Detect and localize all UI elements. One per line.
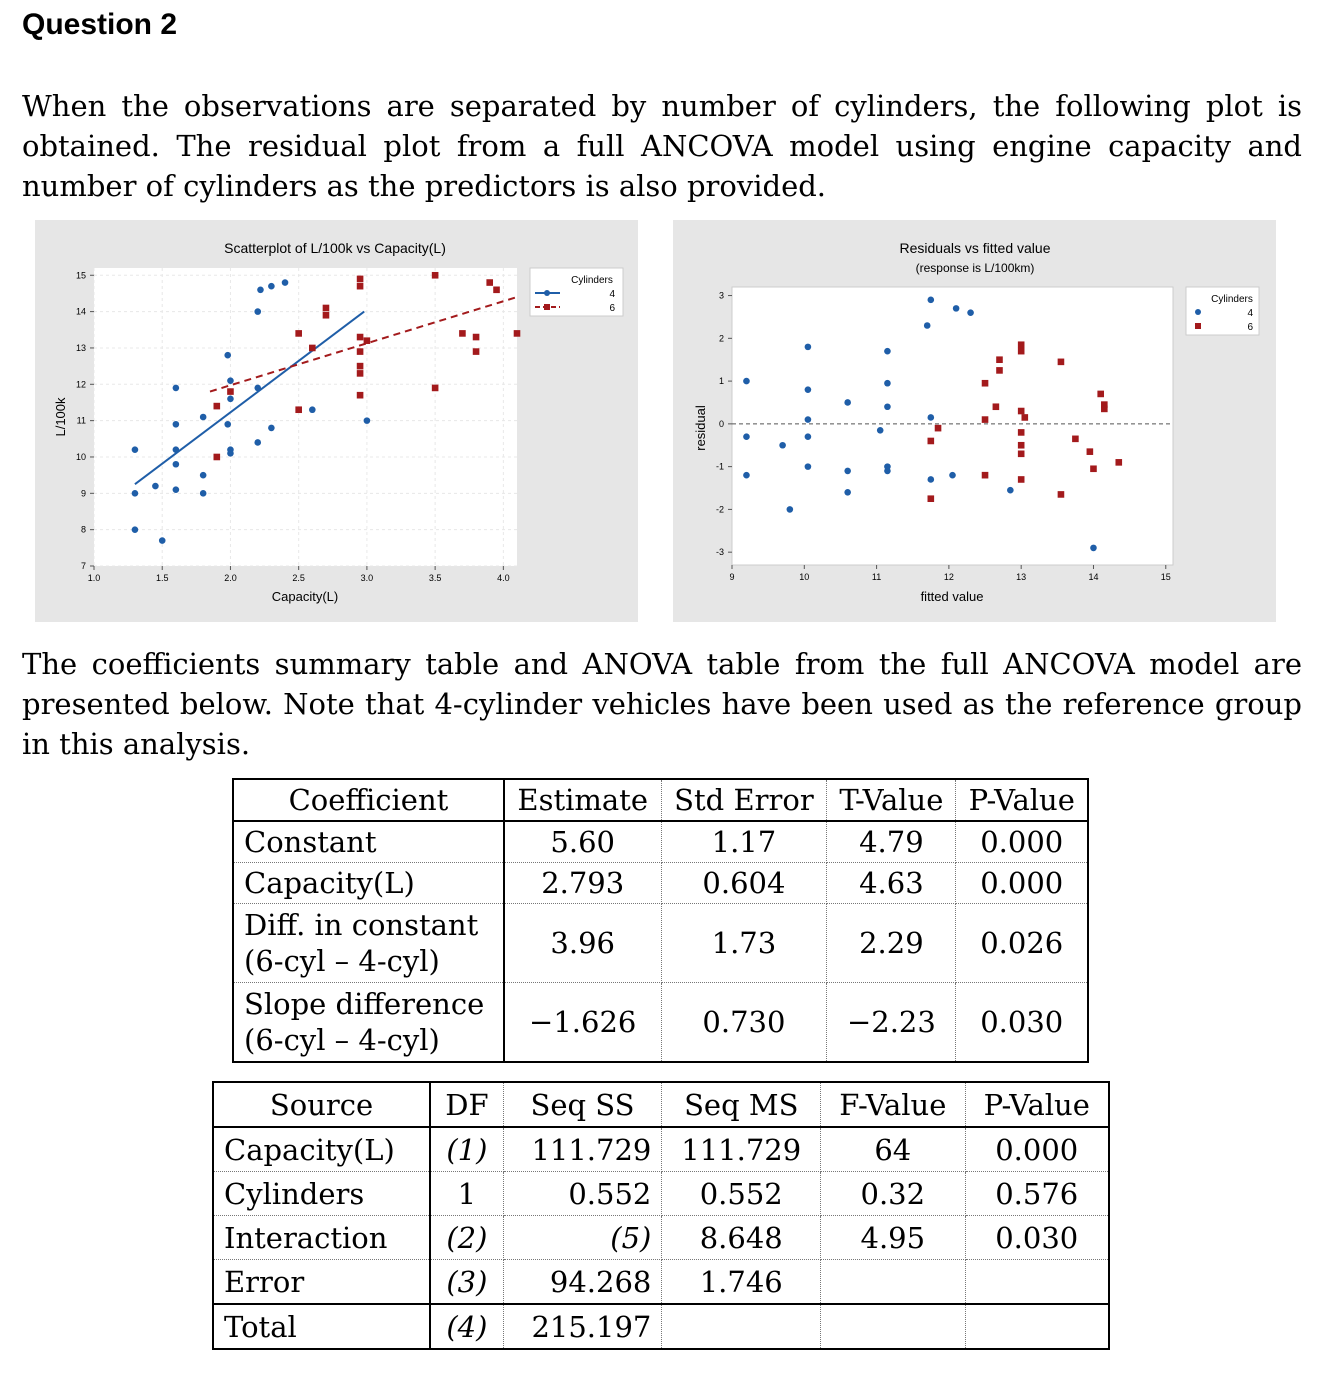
point-4-cyl xyxy=(282,279,289,286)
anova-row-capacity xyxy=(213,1127,1109,1172)
point-6-cyl xyxy=(227,388,234,395)
point-6-cyl xyxy=(996,367,1003,374)
y-tick-label: 10 xyxy=(75,451,86,462)
point-6-cyl xyxy=(1097,391,1104,398)
coef-p: 0.000 xyxy=(956,821,1088,863)
anova-f: 64 xyxy=(821,1127,965,1172)
anova-f xyxy=(821,1304,965,1349)
point-4-cyl xyxy=(805,433,812,440)
point-4-cyl xyxy=(254,439,261,446)
anova-df: 1 xyxy=(430,1172,503,1216)
anova-header-ms: Seq MS xyxy=(662,1082,821,1127)
point-6-cyl xyxy=(493,287,500,294)
point-6-cyl xyxy=(357,363,364,370)
chart1-title: Scatterplot of L/100k vs Capacity(L) xyxy=(224,240,446,256)
coef-se: 0.730 xyxy=(661,983,827,1063)
y-tick-label: 14 xyxy=(75,306,86,317)
chart2-legend-title: Cylinders xyxy=(1211,294,1253,305)
point-4-cyl xyxy=(224,352,231,359)
point-6-cyl xyxy=(357,370,364,377)
point-6-cyl xyxy=(993,403,1000,410)
point-4-cyl xyxy=(928,414,935,421)
point-6-cyl xyxy=(1018,348,1025,355)
point-4-cyl xyxy=(132,446,139,453)
point-6-cyl xyxy=(323,312,330,319)
x-tick-label: 4.0 xyxy=(497,573,510,583)
y-tick-label: 0 xyxy=(718,418,724,429)
anova-ms xyxy=(662,1304,821,1349)
point-4-cyl xyxy=(173,446,180,453)
coef-header-estimate: Estimate xyxy=(504,779,661,821)
anova-f xyxy=(821,1260,965,1305)
chart2-xlabel: fitted value xyxy=(920,589,984,604)
coef-name xyxy=(233,904,504,983)
point-6-cyl xyxy=(928,438,935,445)
coef-name-line1: Slope difference xyxy=(244,987,485,1021)
anova-source: Interaction xyxy=(213,1216,430,1260)
anova-row-error xyxy=(213,1260,1109,1305)
anova-table xyxy=(212,1081,1110,1350)
coef-row-diff-constant xyxy=(233,904,1088,983)
point-6-cyl xyxy=(1090,465,1097,472)
point-4-cyl xyxy=(805,344,812,351)
anova-ss: 94.268 xyxy=(503,1260,662,1305)
y-tick-label: 12 xyxy=(75,379,86,390)
point-6-cyl xyxy=(1058,491,1065,498)
anova-p: 0.030 xyxy=(965,1216,1109,1260)
scatterplot-chart xyxy=(35,220,638,622)
point-4-cyl xyxy=(779,442,786,449)
y-tick-label: 15 xyxy=(75,270,86,281)
point-6-cyl xyxy=(1072,436,1079,443)
point-6-cyl xyxy=(1018,442,1025,449)
coef-name xyxy=(233,983,504,1063)
point-4-cyl xyxy=(200,414,207,421)
point-4-cyl xyxy=(173,385,180,392)
anova-header-p: P-Value xyxy=(965,1082,1109,1127)
point-4-cyl xyxy=(1007,487,1014,494)
point-4-cyl xyxy=(805,416,812,423)
coefficients-table xyxy=(232,778,1089,1063)
x-tick-label: 2.5 xyxy=(292,573,305,583)
y-tick-label: -3 xyxy=(715,547,724,558)
anova-header-row xyxy=(213,1082,1109,1127)
point-4-cyl xyxy=(805,463,812,470)
chart2-legend xyxy=(1186,287,1259,335)
coef-name-line2: (6-cyl – 4-cyl) xyxy=(244,944,440,978)
anova-df: (1) xyxy=(430,1127,503,1172)
x-tick-label: 1.0 xyxy=(87,573,101,583)
point-4-cyl xyxy=(132,526,139,533)
point-4-cyl xyxy=(227,450,234,457)
point-4-cyl xyxy=(949,472,956,479)
point-6-cyl xyxy=(928,495,935,502)
anova-ms: 8.648 xyxy=(662,1216,821,1260)
mid-paragraph: The coefficients summary table and ANOVA table from the full ANCOVA model are presented below. Note that 4-cylinder vehicles have been used as the reference group in this analysis. xyxy=(22,647,1302,761)
point-4-cyl xyxy=(844,399,851,406)
chart1-legend-4: 4 xyxy=(609,289,615,300)
point-6-cyl xyxy=(357,283,364,290)
anova-ss: 215.197 xyxy=(503,1304,662,1349)
point-6-cyl xyxy=(935,425,942,432)
coef-name-line1: Diff. in constant xyxy=(244,908,479,942)
y-tick-label: -2 xyxy=(715,504,724,515)
point-4-cyl xyxy=(268,283,275,290)
chart1-legend-title: Cylinders xyxy=(571,275,613,286)
anova-header-df: DF xyxy=(430,1082,503,1127)
point-4-cyl xyxy=(884,380,891,387)
anova-ss: (5) xyxy=(503,1216,662,1260)
coef-t: −2.23 xyxy=(827,983,956,1063)
anova-row-cylinders xyxy=(213,1172,1109,1216)
point-6-cyl xyxy=(214,454,221,461)
point-6-cyl xyxy=(1115,459,1122,466)
point-4-cyl xyxy=(924,322,931,329)
x-tick-label: 2.0 xyxy=(224,573,237,583)
chart2-ylabel: residual xyxy=(693,405,708,451)
anova-p: 0.000 xyxy=(965,1127,1109,1172)
intro-paragraph: When the observations are separated by number of cylinders, the following plot is obtained. The residual plot from a full ANCOVA model using engine capacity and number of cylinders as the predictors is also provided. xyxy=(22,89,1302,203)
point-4-cyl xyxy=(787,506,794,513)
scatterplot-panel xyxy=(35,220,638,622)
point-6-cyl xyxy=(1018,429,1025,436)
point-6-cyl xyxy=(982,380,989,387)
y-tick-label: -1 xyxy=(715,461,724,472)
point-6-cyl xyxy=(432,272,439,279)
question-heading: Question 2 xyxy=(22,8,178,41)
point-4-cyl xyxy=(268,425,275,432)
point-6-cyl xyxy=(357,392,364,399)
point-4-cyl xyxy=(132,490,139,497)
residual-plot-panel xyxy=(673,220,1276,622)
x-tick-label: 10 xyxy=(799,572,810,582)
point-6-cyl xyxy=(1058,359,1065,366)
point-4-cyl xyxy=(884,348,891,355)
coef-se: 1.17 xyxy=(661,821,827,863)
point-4-cyl xyxy=(928,297,935,304)
coef-t: 4.79 xyxy=(827,821,956,863)
point-4-cyl xyxy=(805,386,812,393)
coef-p: 0.030 xyxy=(956,983,1088,1063)
anova-p: 0.576 xyxy=(965,1172,1109,1216)
point-6-cyl xyxy=(1018,476,1025,483)
coef-estimate: 5.60 xyxy=(504,821,661,863)
point-4-cyl xyxy=(884,468,891,475)
chart2-legend-6: 6 xyxy=(1247,322,1253,333)
point-4-cyl xyxy=(200,472,207,479)
y-tick-label: 9 xyxy=(80,488,86,499)
x-tick-label: 15 xyxy=(1160,572,1171,582)
y-tick-label: 11 xyxy=(76,415,86,426)
chart2-legend-4: 4 xyxy=(1247,308,1253,319)
coef-header-t: T-Value xyxy=(827,779,956,821)
coef-t: 4.63 xyxy=(827,863,956,904)
anova-ss: 0.552 xyxy=(503,1172,662,1216)
coef-estimate: −1.626 xyxy=(504,983,661,1063)
point-6-cyl xyxy=(1021,414,1028,421)
x-tick-label: 12 xyxy=(943,572,954,582)
point-4-cyl xyxy=(309,406,316,413)
point-6-cyl xyxy=(982,472,989,479)
anova-ms: 0.552 xyxy=(662,1172,821,1216)
chart1-xlabel: Capacity(L) xyxy=(271,589,339,604)
point-4-cyl xyxy=(254,308,261,315)
coef-name-line2: (6-cyl – 4-cyl) xyxy=(244,1023,440,1057)
x-tick-label: 14 xyxy=(1088,572,1099,582)
anova-f: 4.95 xyxy=(821,1216,965,1260)
coef-name: Capacity(L) xyxy=(233,863,504,904)
chart1-ylabel: L/100k xyxy=(53,397,68,437)
y-tick-label: 2 xyxy=(718,333,724,344)
chart1-legend xyxy=(530,268,623,316)
point-6-cyl xyxy=(295,406,302,413)
point-6-cyl xyxy=(323,305,330,312)
anova-source: Capacity(L) xyxy=(213,1127,430,1172)
point-4-cyl xyxy=(173,461,180,468)
point-4-cyl xyxy=(227,377,234,384)
point-6-cyl xyxy=(432,385,439,392)
point-4-cyl xyxy=(953,305,960,312)
point-4-cyl xyxy=(227,396,234,403)
coef-p: 0.026 xyxy=(956,904,1088,983)
point-4-cyl xyxy=(743,378,750,385)
point-6-cyl xyxy=(1101,406,1108,413)
anova-source: Total xyxy=(213,1304,430,1349)
y-tick-label: 13 xyxy=(75,342,86,353)
point-6-cyl xyxy=(1018,451,1025,458)
anova-header-f: F-Value xyxy=(821,1082,965,1127)
point-4-cyl xyxy=(928,476,935,483)
anova-header-ss: Seq SS xyxy=(503,1082,662,1127)
point-6-cyl xyxy=(1018,408,1025,415)
point-4-cyl xyxy=(1090,545,1097,552)
anova-source: Error xyxy=(213,1260,430,1305)
anova-df: (3) xyxy=(430,1260,503,1305)
y-tick-label: 8 xyxy=(80,524,86,535)
point-4-cyl xyxy=(844,468,851,475)
x-tick-label: 3.5 xyxy=(428,573,442,583)
x-tick-label: 9 xyxy=(729,572,735,582)
anova-p xyxy=(965,1304,1109,1349)
point-4-cyl xyxy=(173,486,180,493)
point-4-cyl xyxy=(224,421,231,428)
coef-t: 2.29 xyxy=(827,904,956,983)
x-tick-label: 11 xyxy=(871,572,882,582)
coef-estimate: 2.793 xyxy=(504,863,661,904)
coef-header-se: Std Error xyxy=(661,779,827,821)
point-4-cyl xyxy=(967,309,974,316)
coef-header-coefficient: Coefficient xyxy=(233,779,504,821)
y-tick-label: 3 xyxy=(718,290,724,301)
coef-row-slope-difference xyxy=(233,983,1088,1063)
coef-header-row xyxy=(233,779,1088,821)
anova-source: Cylinders xyxy=(213,1172,430,1216)
anova-ms: 111.729 xyxy=(662,1127,821,1172)
chart1-legend-6: 6 xyxy=(609,303,615,314)
point-6-cyl xyxy=(357,348,364,355)
point-6-cyl xyxy=(309,345,316,352)
point-6-cyl xyxy=(364,337,371,344)
x-tick-label: 3.0 xyxy=(360,573,374,583)
coef-header-p: P-Value xyxy=(956,779,1088,821)
point-6-cyl xyxy=(357,276,364,283)
point-4-cyl xyxy=(884,403,891,410)
residual-chart xyxy=(673,220,1276,622)
point-4-cyl xyxy=(743,433,750,440)
point-6-cyl xyxy=(295,330,302,337)
anova-row-total xyxy=(213,1304,1109,1349)
point-6-cyl xyxy=(514,330,521,337)
y-tick-label: 7 xyxy=(80,561,86,571)
point-6-cyl xyxy=(1087,448,1094,455)
anova-p xyxy=(965,1260,1109,1305)
point-4-cyl xyxy=(152,483,159,490)
anova-df: (2) xyxy=(430,1216,503,1260)
anova-ss: 111.729 xyxy=(503,1127,662,1172)
point-4-cyl xyxy=(254,385,261,392)
coef-row-constant xyxy=(233,821,1088,863)
coef-row-capacity xyxy=(233,863,1088,904)
point-4-cyl xyxy=(159,537,166,544)
point-6-cyl xyxy=(357,334,364,341)
point-6-cyl xyxy=(214,403,221,410)
anova-ms: 1.746 xyxy=(662,1260,821,1305)
coef-se: 0.604 xyxy=(661,863,827,904)
point-6-cyl xyxy=(473,348,480,355)
point-6-cyl xyxy=(982,416,989,423)
point-4-cyl xyxy=(844,489,851,496)
coef-estimate: 3.96 xyxy=(504,904,661,983)
point-4-cyl xyxy=(173,421,180,428)
point-4-cyl xyxy=(743,472,750,479)
point-4-cyl xyxy=(257,287,264,294)
x-tick-label: 1.5 xyxy=(155,573,169,583)
point-6-cyl xyxy=(459,330,466,337)
anova-row-interaction xyxy=(213,1216,1109,1260)
chart2-title: Residuals vs fitted value xyxy=(899,240,1051,256)
coef-se: 1.73 xyxy=(661,904,827,983)
point-6-cyl xyxy=(473,334,480,341)
coef-p: 0.000 xyxy=(956,863,1088,904)
point-4-cyl xyxy=(200,490,207,497)
anova-f: 0.32 xyxy=(821,1172,965,1216)
chart2-subtitle: (response is L/100km) xyxy=(915,261,1035,275)
y-tick-label: 1 xyxy=(718,376,724,387)
point-6-cyl xyxy=(1018,341,1025,348)
coef-name: Constant xyxy=(233,821,504,863)
anova-header-source: Source xyxy=(213,1082,430,1127)
x-tick-label: 13 xyxy=(1016,572,1027,582)
point-4-cyl xyxy=(877,427,884,434)
point-6-cyl xyxy=(996,356,1003,363)
point-4-cyl xyxy=(364,417,371,424)
anova-df: (4) xyxy=(430,1304,503,1349)
point-6-cyl xyxy=(486,279,493,286)
